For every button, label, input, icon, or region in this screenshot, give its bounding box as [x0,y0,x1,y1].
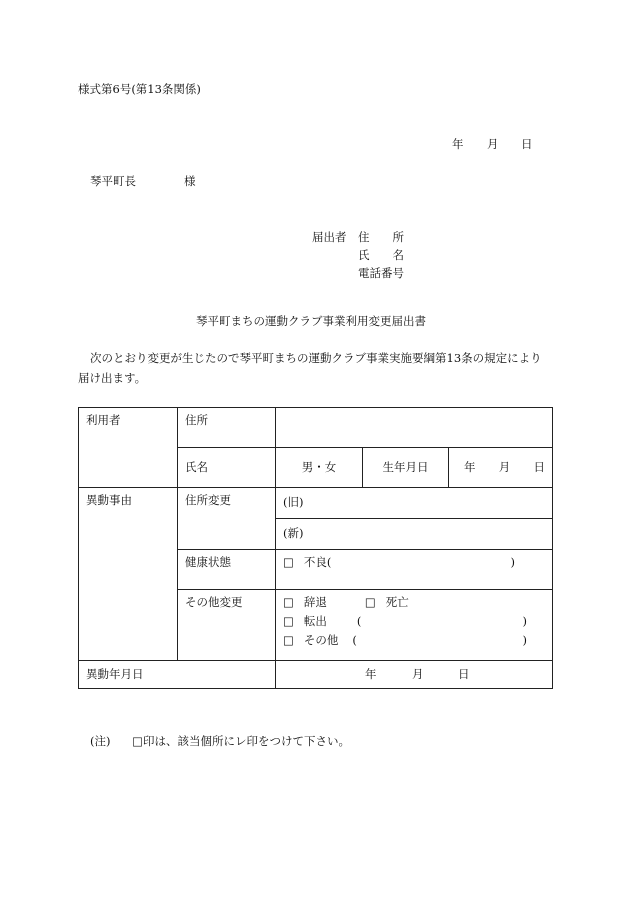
intro-line-2: 届け出ます。 [78,371,147,385]
change-date-day: 日 [458,666,470,681]
moveout-row [276,612,552,631]
poor-checkbox[interactable]: □ [283,555,294,569]
withdraw-checkbox[interactable]: □ [283,594,294,609]
applicant-address-label: 住 所 [358,230,404,244]
applicant-label: 届出者 [312,230,347,244]
other-close-paren: ) [522,632,528,647]
change-date-label-cell [79,661,276,689]
recipient-name: 琴平町長 [90,174,136,188]
recipient-honorific: 様 [184,174,196,188]
change-date-year: 年 [365,666,377,681]
change-form-table [78,407,553,689]
date-month-label: 月 [487,137,499,151]
dob-input-cell[interactable] [449,448,553,488]
dob-year: 年 [464,459,476,474]
change-date-label: 異動年月日 [86,666,144,681]
address-label-cell [178,408,276,448]
date-day-label: 日 [521,137,533,151]
new-address-label: (新) [283,526,304,541]
note-label: (注) [90,734,111,748]
other-checkbox[interactable]: □ [283,632,294,647]
change-date-month: 月 [412,666,424,681]
old-address-label: (旧) [283,495,304,510]
document-title: 琴平町まちの運動クラブ事業利用変更届出書 [196,314,426,328]
old-address-cell[interactable] [276,488,553,519]
health-label-cell [178,550,276,590]
intro-line-1: 次のとおり変更が生じたので琴平町まちの運動クラブ事業実施要綱第13条の規定により [90,351,542,365]
reason-label: 異動事由 [86,493,132,507]
other-label: その他 [303,632,339,647]
death-label: 死亡 [385,594,409,609]
applicant-phone-label: 電話番号 [358,266,404,280]
name-label-cell [178,448,276,488]
other-change-label-cell [178,590,276,661]
user-label: 利用者 [86,413,121,427]
other-change-input-cell [276,590,553,661]
moveout-open-paren: ( [356,613,362,628]
name-label: 氏名 [185,459,208,474]
other-change-label: その他変更 [185,595,243,609]
address-label: 住所 [185,413,208,427]
note-text: □印は、該当個所にレ印をつけて下さい。 [132,734,351,748]
dob-label-cell [363,448,449,488]
withdraw-label: 辞退 [303,594,327,609]
dob-day: 日 [533,459,545,474]
address-change-label-cell [178,488,276,550]
health-label: 健康状態 [185,555,231,569]
address-input-cell[interactable] [276,408,553,448]
poor-label: 不良( [303,555,332,569]
health-input-cell [276,550,553,590]
moveout-checkbox[interactable]: □ [283,613,294,628]
dob-label: 生年月日 [382,459,429,474]
user-label-cell [79,408,178,488]
withdraw-death-row [276,593,552,612]
change-date-input-cell[interactable] [276,661,553,689]
note [90,736,350,748]
poor-close-paren: ) [510,555,516,569]
moveout-close-paren: ) [522,613,528,628]
form-number: 様式第6号(第13条関係) [78,82,201,96]
address-change-label: 住所変更 [185,493,231,507]
other-row [276,631,552,650]
gender-cell[interactable] [276,448,363,488]
applicant-name-label: 氏 名 [358,248,404,262]
other-open-paren: ( [352,632,357,647]
reason-label-cell [79,488,178,661]
dob-month: 月 [498,459,511,474]
death-checkbox[interactable]: □ [364,594,376,609]
moveout-label: 転出 [303,613,327,628]
date-year-label: 年 [452,137,464,151]
new-address-cell[interactable] [276,519,553,550]
gender-options: 男・女 [301,459,337,474]
